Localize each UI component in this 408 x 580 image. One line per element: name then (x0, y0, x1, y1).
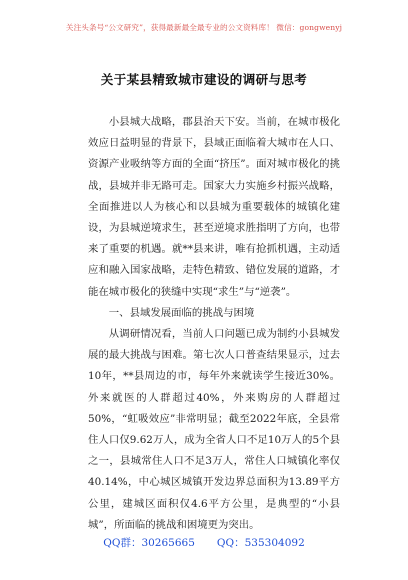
intro-paragraph: 小县城大战略，郡县治天下安。当前，在城市极化效应日益明显的背景下，县域正面临着大城市在人口、资源产业吸纳等方面的全面“挤压”。面对城市极化的挑战，县城并非无路可走。国家大力实施乡村振兴战略，全面推进以人为核心和以县城为重要载体的城镇化建设，为县城逆境求生，甚至逆境求胜指明了方向，也带来了重要的机遇。就**县来讲，唯有抢抓机遇，主动适应和融入国家战略，走特色精致、错位发展的道路，才能在城市极化的狭缝中实现“求生”与“逆袭”。 (88, 116, 340, 298)
document-title: 关于某县精致城市建设的调研与思考 (100, 72, 308, 87)
footer-qq-number: QQ：535304092 (216, 537, 305, 549)
header-promo-note: 关注头条号“公文研究”，获得最新最全最专业的公文资料库！ 微信：gongwenyj (65, 23, 343, 32)
section-1-paragraph: 从调研情况看，当前人口问题已成为制约小县城发展的最大挑战与困难。第七次人口普查结果显示，过去10年，**县周边的市，每年外来就读学生接近30%。外来就医的人群超过40%，外来购房的人群超过50%，“虹吸效应”非常明显；截至2022年底，全县常住人口仅9.62万人，成为全省人口不足10万人的5个县之一，县城常住人口不足3万人，常住人口城镇化率仅40.14%，中心城区城镇开发边界总面积为13.89平方公里，建城区面积仅4.6平方公里，是典型的“小县城”，所面临的挑战和困境更为突出。 (88, 328, 340, 531)
document-body (88, 112, 340, 536)
section-heading-1: 一、县域发展面临的挑战与困境 (108, 306, 255, 319)
footer-contact (0, 535, 408, 550)
footer-qq-group: QQ群：30265665 (103, 537, 195, 549)
